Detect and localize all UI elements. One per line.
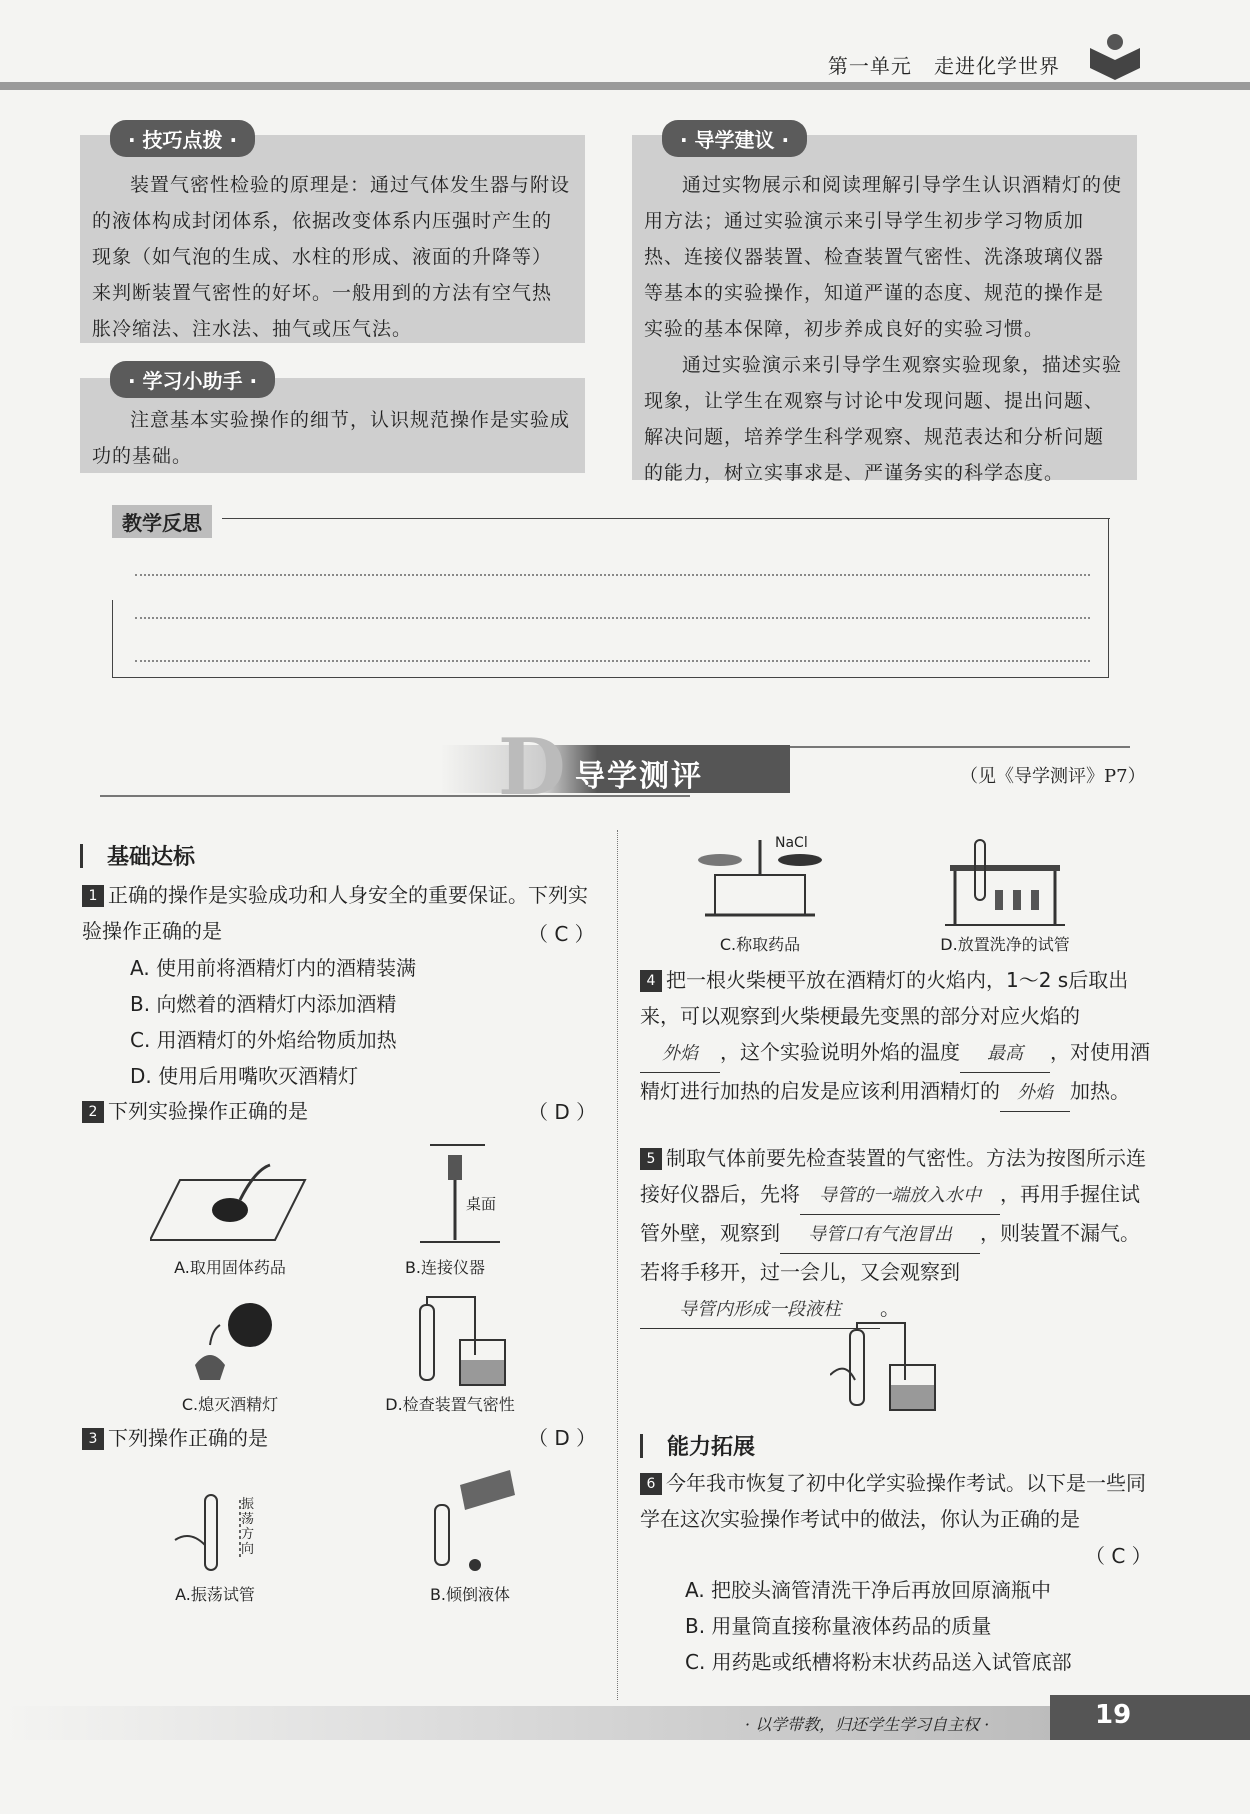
advice-box bbox=[632, 135, 1137, 484]
helper-text: 注意基本实验操作的细节，认识规范操作是实验成功的基础。 bbox=[92, 409, 571, 467]
q2: 2 下列实验操作正确的是 bbox=[82, 1093, 308, 1129]
q3-caption-c: C.称取药品 bbox=[719, 935, 801, 954]
q6-option: A. 把胶头滴管清洗干净后再放回原滴瓶中 bbox=[685, 1578, 1052, 1602]
advice-para2: 通过实验演示来引导学生观察实验现象，描述实验现象，让学生在观察与讨论中发现问题、提出问题、解决问题，培养学生科学观察、规范表达和分析问题的能力，树立实事求是、严谨务实的科学态度。 bbox=[644, 354, 1123, 484]
q2-caption-a: A.取用固体药品 bbox=[174, 1258, 286, 1277]
nacl-label: NaCl bbox=[775, 835, 808, 851]
section-ref: （见《导学测评》P7） bbox=[960, 766, 1146, 787]
q5-blank3: 导管内形成一段液柱 bbox=[640, 1292, 880, 1329]
footer-slogan: · 以学带教，归还学生学习自主权 · bbox=[745, 1715, 990, 1734]
basic-heading: 基础达标 bbox=[80, 840, 195, 871]
q2-caption-d: D.检查装置气密性 bbox=[385, 1395, 515, 1414]
book-logo-icon bbox=[1085, 28, 1145, 83]
q6-stem: 今年我市恢复了初中化学实验操作考试。以下是一些同学在这次实验操作考试中的做法，你认为正确的是 bbox=[640, 1471, 1146, 1531]
section-line-right bbox=[790, 746, 1130, 748]
unit-title: 走进化学世界 bbox=[934, 54, 1060, 78]
tips-box bbox=[80, 135, 585, 343]
section-letter: D bbox=[498, 722, 566, 813]
q1-stem: 正确的操作是实验成功和人身安全的重要保证。下列实验操作正确的是 bbox=[82, 883, 588, 943]
q1: 1 正确的操作是实验成功和人身安全的重要保证。下列实验操作正确的是 bbox=[82, 883, 588, 943]
reflection-topline bbox=[222, 518, 1110, 519]
q1-option: D. 使用后用嘴吹灭酒精灯 bbox=[130, 1064, 359, 1088]
header-bar bbox=[0, 82, 1250, 90]
q6-option: B. 用量筒直接称量液体药品的质量 bbox=[685, 1614, 992, 1638]
q6-options bbox=[635, 1572, 1072, 1680]
pour-liquid-figure bbox=[420, 1465, 520, 1575]
q2-caption-b: B.连接仪器 bbox=[404, 1258, 486, 1277]
q6-answer: （ C ） bbox=[1085, 1544, 1152, 1568]
q3-caption-d: D.放置洗净的试管 bbox=[940, 935, 1070, 954]
arrow-icon bbox=[640, 1434, 661, 1458]
q2-caption-c: C.熄灭酒精灯 bbox=[181, 1395, 279, 1414]
page-number: 19 bbox=[1095, 1700, 1132, 1730]
desk-label: 桌面 bbox=[466, 1195, 497, 1213]
q5-blank2: 导管口有气泡冒出 bbox=[780, 1217, 980, 1254]
q5-blank1: 导管的一端放入水中 bbox=[800, 1178, 1000, 1215]
reflection-leftline bbox=[112, 600, 113, 678]
q3-answer: （ D ） bbox=[528, 1426, 597, 1450]
reflection-writing-line bbox=[135, 660, 1090, 662]
advice-title: · 导学建议 · bbox=[662, 120, 807, 157]
arrow-icon bbox=[80, 844, 101, 868]
tips-title: · 技巧点拨 · bbox=[110, 120, 255, 157]
column-divider bbox=[617, 830, 618, 1700]
q1-options bbox=[80, 950, 416, 1094]
helper-title: · 学习小助手 · bbox=[110, 361, 275, 398]
q1-answer: （ C ） bbox=[528, 922, 595, 946]
reflection-rightline bbox=[1108, 518, 1109, 678]
reflection-writing-line bbox=[135, 574, 1090, 576]
q5-airtightness-figure bbox=[830, 1320, 955, 1415]
q4: 4 把一根火柴梗平放在酒精灯的火焰内，1～2 s后取出来，可以观察到火柴梗最先变黑的部分对应火焰的外焰 ，这个实验说明外焰的温度 最高 ，对使用酒精灯进行加热的启发是应该利用酒精灯的 外焰 加热。 bbox=[640, 962, 1150, 1112]
q6: 6 今年我市恢复了初中化学实验操作考试。以下是一些同学在这次实验操作考试中的做法，你认为正确的是 bbox=[640, 1471, 1146, 1531]
ability-heading: 能力拓展 bbox=[640, 1430, 755, 1461]
q1-option: A. 使用前将酒精灯内的酒精装满 bbox=[130, 956, 417, 980]
advice-para1: 通过实物展示和阅读理解引导学生认识酒精灯的使用方法；通过实验演示来引导学生初步学习物质加热、连接仪器装置、检查装置气密性、洗涤玻璃仪器等基本的实验操作，知道严谨的态度、规范的操作是实验的基本保障，初步养成良好的实验习惯。 bbox=[644, 174, 1123, 340]
q2-stem: 下列实验操作正确的是 bbox=[108, 1099, 308, 1123]
reflection-title: 教学反思 bbox=[112, 505, 212, 538]
q4-blank1: 外焰 bbox=[640, 1036, 720, 1073]
tips-text: 装置气密性检验的原理是：通过气体发生器与附设的液体构成封闭体系，依据改变体系内压强时产生的现象（如气泡的生成、水柱的形成、液面的升降等）来判断装置气密性的好坏。一般用到的方法有空气热胀冷缩法、注水法、抽气或压气法。 bbox=[92, 174, 571, 340]
q3-caption-a: A.振荡试管 bbox=[175, 1585, 255, 1604]
solid-reagent-figure bbox=[150, 1160, 310, 1260]
extinguish-lamp-figure bbox=[180, 1295, 280, 1390]
q2-answer: （ D ） bbox=[528, 1100, 597, 1124]
running-header bbox=[828, 50, 1060, 79]
q4-blank2: 最高 bbox=[960, 1036, 1050, 1073]
reflection-bottomline bbox=[112, 677, 1109, 678]
q1-option: C. 用酒精灯的外焰给物质加热 bbox=[130, 1028, 397, 1052]
q6-option: C. 用药匙或纸槽将粉末状药品送入试管底部 bbox=[685, 1650, 1072, 1674]
q5: 5 制取气体前要先检查装置的气密性。方法为按图所示连接好仪器后，先将 导管的一端放入水中 ，再用手握住试管外壁，观察到 导管口有气泡冒出 ，则装置不漏气。若将手移开，过一会儿，又会观察到 导管内形成一段液柱 。 bbox=[640, 1140, 1150, 1329]
section-line-left bbox=[100, 795, 690, 797]
page-number-bg bbox=[1050, 1695, 1250, 1740]
q3: 3 下列操作正确的是 bbox=[82, 1420, 268, 1456]
airtightness-figure bbox=[405, 1295, 530, 1390]
q3-caption-b: B.倾倒液体 bbox=[429, 1585, 511, 1604]
unit-label: 第一单元 bbox=[827, 54, 912, 78]
reflection-writing-line bbox=[135, 617, 1090, 619]
q1-option: B. 向燃着的酒精灯内添加酒精 bbox=[130, 992, 397, 1016]
test-tube-rack-figure bbox=[945, 835, 1065, 930]
q4-blank3: 外焰 bbox=[1000, 1075, 1070, 1112]
q3-stem: 下列操作正确的是 bbox=[108, 1426, 268, 1450]
shake-direction-label: 振荡方向 bbox=[241, 1497, 255, 1557]
section-title: 导学测评 bbox=[575, 759, 703, 794]
